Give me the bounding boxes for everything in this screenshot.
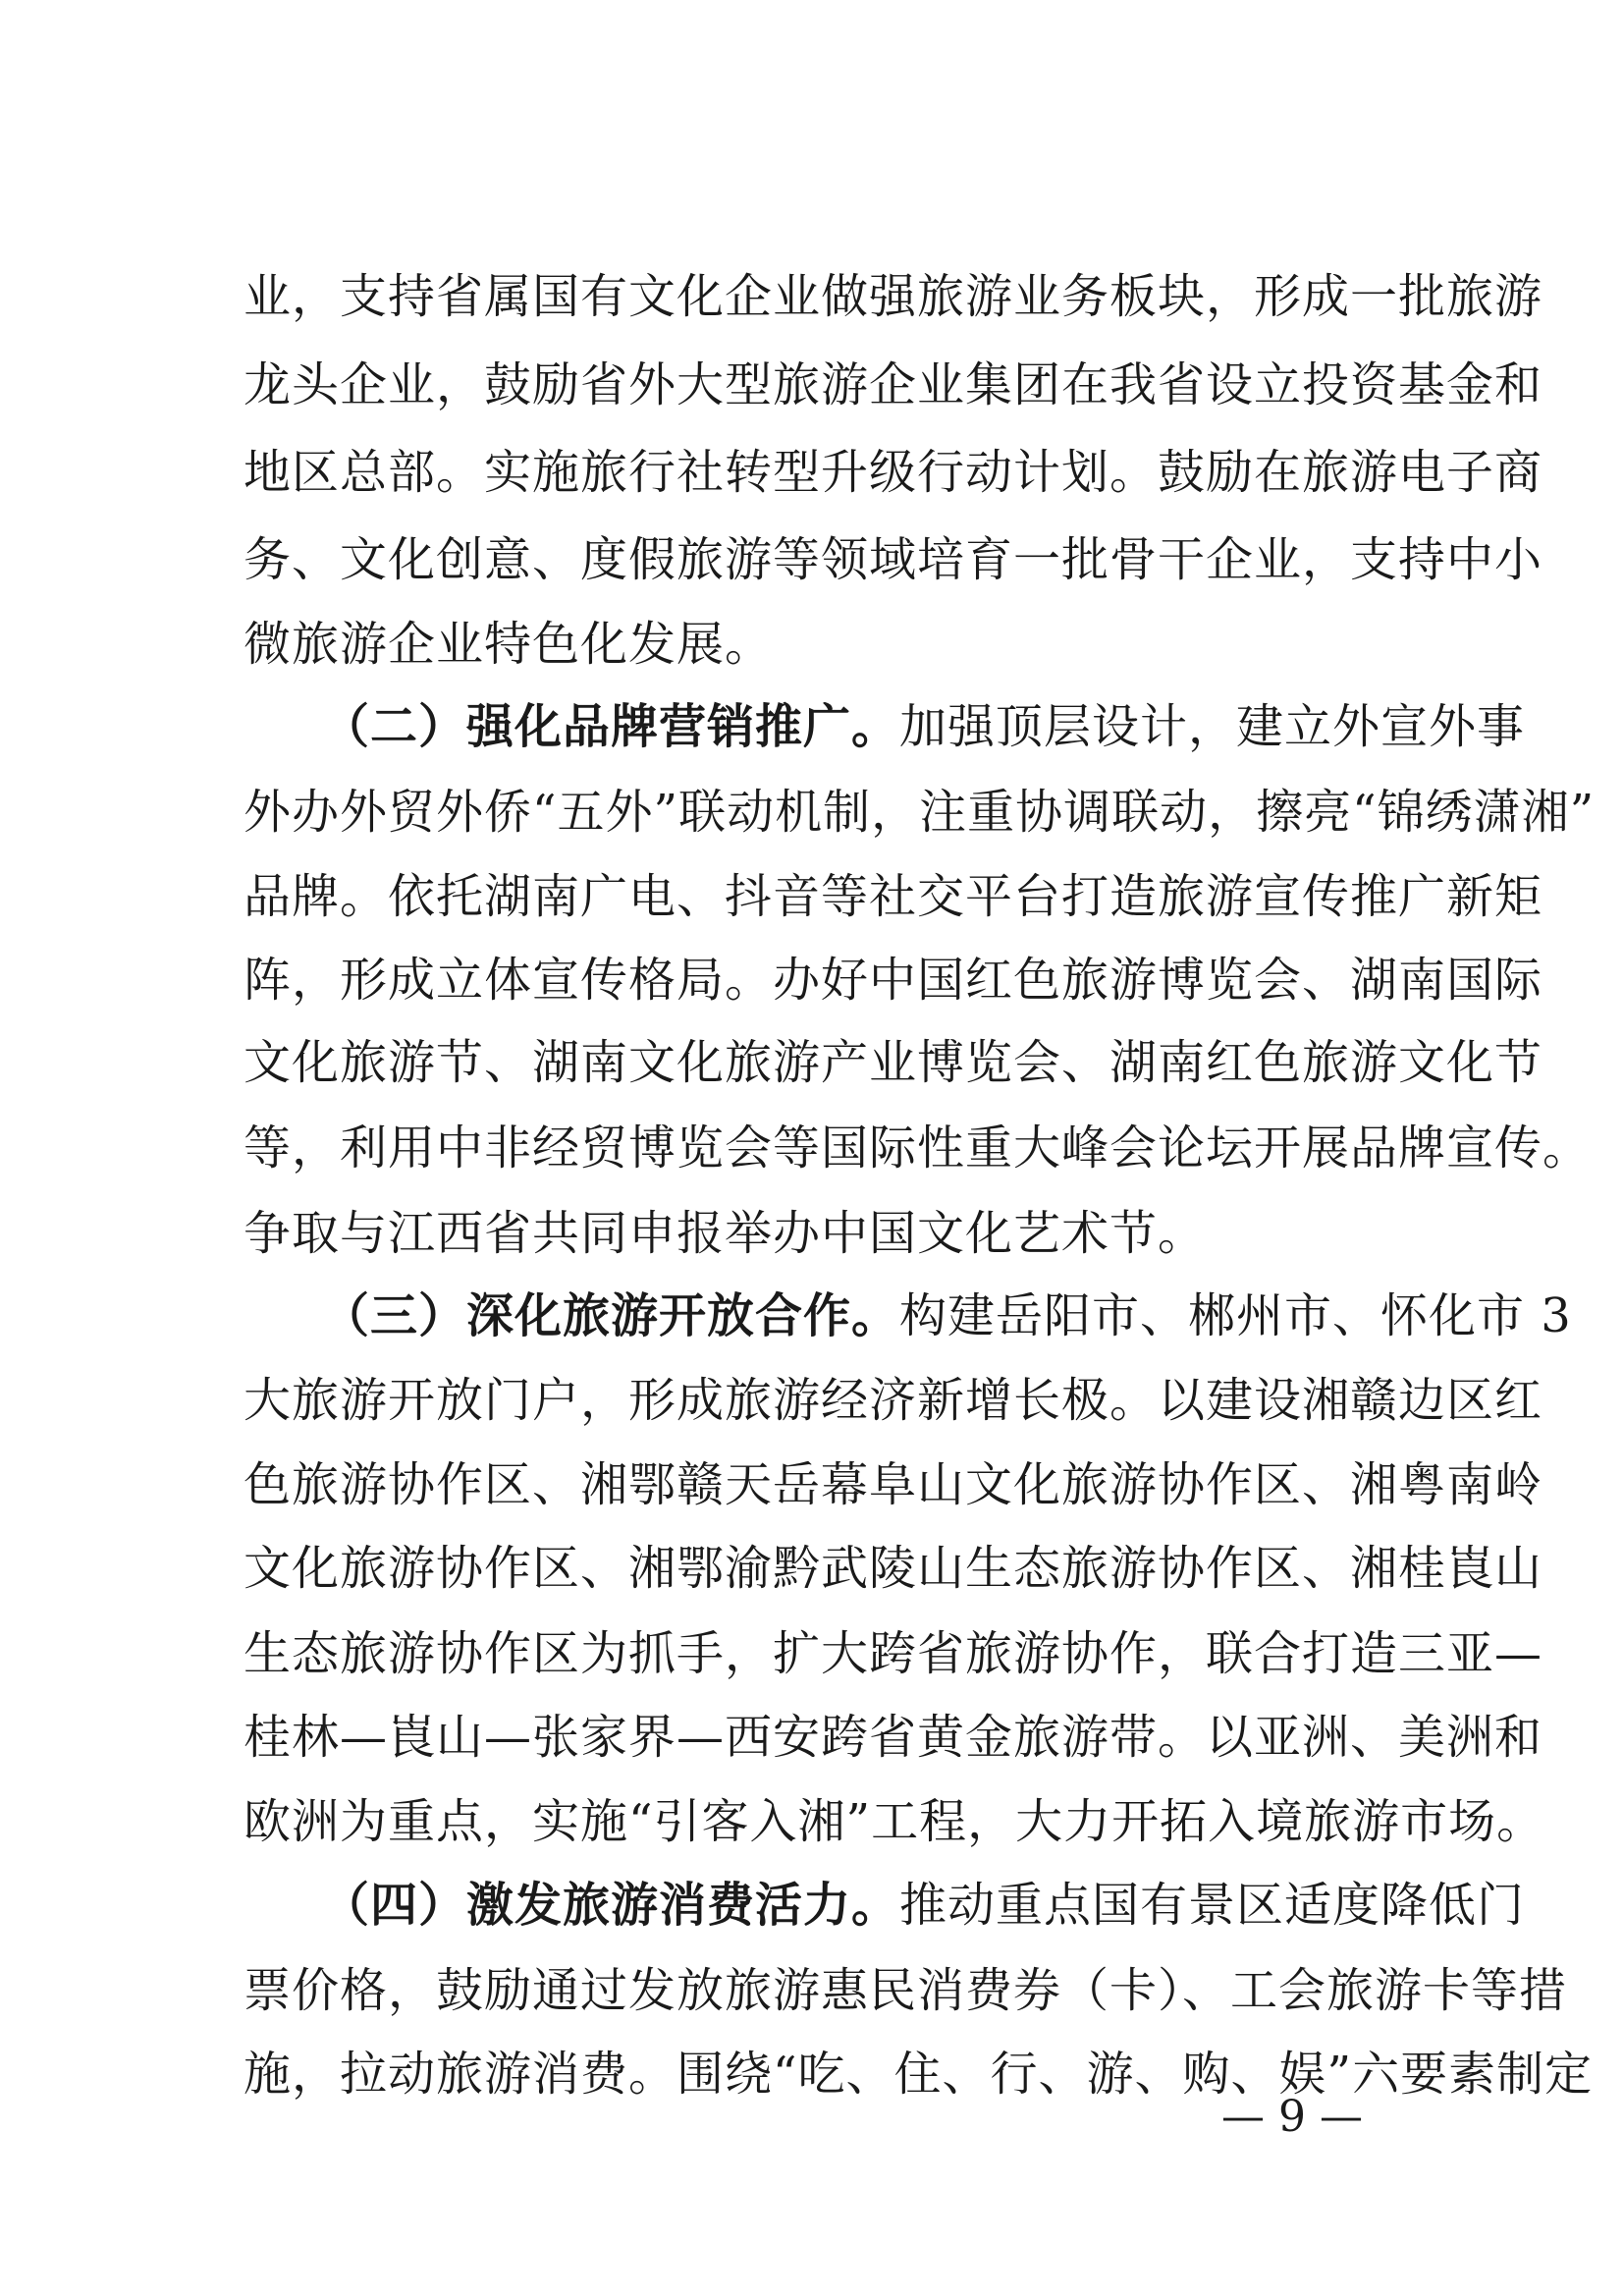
paragraph-line: 生态旅游协作区为抓手，扩大跨省旅游协作，联合打造三亚— bbox=[243, 1626, 1543, 1681]
paragraph-line: 地区总部。实施旅行社转型升级行动计划。鼓励在旅游电子商 bbox=[243, 445, 1543, 500]
section-4-first-line bbox=[322, 1878, 1526, 1933]
section-3-heading: （三）深化旅游开放合作。 bbox=[322, 1288, 900, 1343]
section-3-first-line bbox=[322, 1288, 1572, 1343]
paragraph-line: 施，拉动旅游消费。围绕“吃、住、行、游、购、娱”六要素制定 bbox=[243, 2047, 1594, 2102]
paragraph-line: 业，支持省属国有文化企业做强旅游业务板块，形成一批旅游 bbox=[243, 269, 1543, 324]
section-2-heading: （二）强化品牌营销推广。 bbox=[322, 699, 900, 754]
paragraph-line: 阵，形成立体宣传格局。办好中国红色旅游博览会、湖南国际 bbox=[243, 953, 1543, 1008]
paragraph-line: 色旅游协作区、湘鄂赣天岳幕阜山文化旅游协作区、湘粤南岭 bbox=[243, 1457, 1543, 1512]
paragraph-line: 务、文化创意、度假旅游等领域培育一批骨干企业，支持中小 bbox=[243, 532, 1543, 587]
section-2-first-line bbox=[322, 699, 1526, 754]
paragraph-line: 文化旅游协作区、湘鄂渝黔武陵山生态旅游协作区、湘桂崀山 bbox=[243, 1541, 1543, 1596]
paragraph-line: 欧洲为重点，实施“引客入湘”工程，大力开拓入境旅游市场。 bbox=[243, 1794, 1545, 1849]
paragraph-line: 等，利用中非经贸博览会等国际性重大峰会论坛开展品牌宣传。 bbox=[243, 1121, 1592, 1175]
paragraph-line: 桂林—崀山—张家界—西安跨省黄金旅游带。以亚洲、美洲和 bbox=[243, 1710, 1543, 1765]
section-2-first-line-text: 加强顶层设计，建立外宣外事 bbox=[899, 699, 1526, 754]
paragraph-line: 微旅游企业特色化发展。 bbox=[243, 617, 774, 672]
section-3-first-line-text: 构建岳阳市、郴州市、怀化市 3 bbox=[899, 1288, 1572, 1343]
paragraph-line: 文化旅游节、湖南文化旅游产业博览会、湖南红色旅游文化节 bbox=[243, 1035, 1543, 1090]
section-4-heading: （四）激发旅游消费活力。 bbox=[322, 1878, 900, 1933]
page-number: — 9 — bbox=[1221, 2092, 1363, 2142]
paragraph-line: 争取与江西省共同申报举办中国文化艺术节。 bbox=[243, 1206, 1207, 1261]
paragraph-line: 品牌。依托湖南广电、抖音等社交平台打造旅游宣传推广新矩 bbox=[243, 869, 1543, 924]
paragraph-line: 龙头企业，鼓励省外大型旅游企业集团在我省设立投资基金和 bbox=[243, 357, 1543, 412]
paragraph-line: 外办外贸外侨“五外”联动机制，注重协调联动，擦亮“锦绣潇湘” bbox=[243, 785, 1596, 840]
paragraph-line: 大旅游开放门户，形成旅游经济新增长极。以建设湘赣边区红 bbox=[243, 1373, 1543, 1428]
paragraph-line: 票价格，鼓励通过发放旅游惠民消费券（卡）、工会旅游卡等措 bbox=[243, 1963, 1568, 2018]
section-4-first-line-text: 推动重点国有景区适度降低门 bbox=[899, 1878, 1526, 1933]
